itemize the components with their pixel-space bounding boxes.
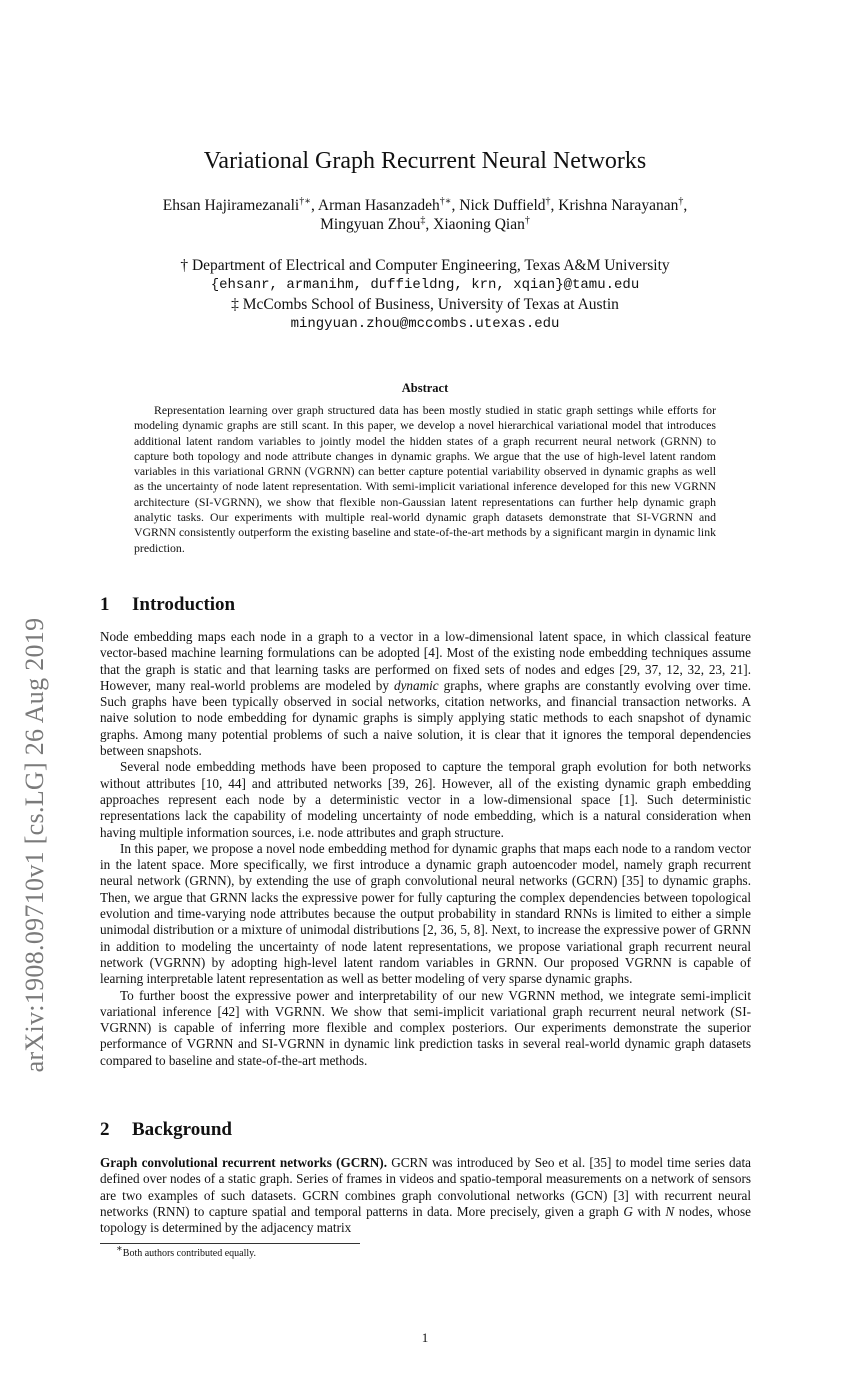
introduction-body (100, 629, 751, 1069)
footnote-text: Both authors contributed equally. (122, 1248, 257, 1259)
intro-paragraph-2: Several node embedding methods have been proposed to capture the temporal graph evolution for both networks without attributes [10, 44] and attributed networks [39, 26]. However, all of the existing dynamic graph embedding approaches represent each node by a deterministic vector in a low-dimensional space [1]. Such deterministic representations lack the capability of modeling uncertainty of node embedding, which is a natural consideration when having multiple information sources, i.e. node attributes and graph structure. (100, 759, 751, 840)
section-number: 2 (100, 1119, 110, 1140)
author-name: Nick Duffield (459, 197, 546, 214)
arxiv-sidebar (10, 590, 60, 1100)
section-heading-background (100, 1119, 232, 1141)
footnote (116, 1243, 257, 1260)
author-name: Xiaoning Qian (433, 216, 525, 233)
author-mark: † (524, 214, 530, 226)
text-run: nodes, whose topology is determined by the adjacency matrix (100, 1203, 752, 1236)
author-mark: †∗ (439, 195, 452, 207)
abstract-heading: Abstract (401, 381, 449, 395)
author-mark: † (545, 195, 551, 207)
author-mark: †∗ (299, 195, 312, 207)
affiliation-tamu: † Department of Electrical and Computer Engineering, Texas A&M University (180, 257, 670, 274)
author-name: Krishna Narayanan (558, 197, 679, 214)
section-title: Background (132, 1119, 232, 1140)
footnote-divider (100, 1243, 360, 1244)
abstract-text: Representation learning over graph structured data has been mostly studied in static graph settings while efforts for modeling dynamic graphs are still scant. In this paper, we develop a novel hierarchical variational model that introduces additional latent random variables to jointly model the hidden states of a graph recurrent neural network (GRNN) to capture both topology and node attribute changes in dynamic graphs. We argue that the use of high-level latent random variables in this variational GRNN (VGRNN) can better capture potential variability observed in dynamic graphs as well as the uncertainty of node latent representation. With semi-implicit variational inference developed for this new VGRNN architecture (SI-VGRNN), we show that flexible non-Gaussian latent representations can further help dynamic graph analytic tasks. Our experiments with multiple real-world dynamic graph datasets demonstrate that SI-VGRNN and VGRNN consistently outperform the existing baseline and state-of-the-art methods by a significant margin in dynamic link prediction. (134, 403, 716, 555)
section-heading-introduction (100, 594, 235, 616)
intro-paragraph-4: To further boost the expressive power and interpretability of our new VGRNN method, we integrate semi-implicit variational inference [42] with VGRNN. We show that semi-implicit variational graph recurrent neural network (SI-VGRNN) is capable of inferring more flexible and complex posteriors. Our experiments demonstrate the superior performance of VGRNN and SI-VGRNN in dynamic link prediction tasks in several real-world dynamic graph datasets compared to baseline and state-of-the-art methods. (100, 987, 751, 1068)
background-body (100, 1155, 751, 1236)
author-name: Mingyuan Zhou (320, 216, 421, 233)
text-run: graphs, where graphs are constantly evolving over time. Such graphs have been typically observed in social networks, citation networks, and financial transaction networks. A naive solution to node embedding for dynamic graphs is simply applying static methods to each snapshot of dynamic graphs. Among many potential problems of such a naive solution, it is clear that it ignores the temporal dependencies between snapshots. (100, 677, 751, 759)
affiliation-utexas: ‡ McCombs School of Business, University of Texas at Austin (231, 296, 619, 313)
math-symbol: G (623, 1203, 633, 1219)
arxiv-stamp: arXiv:1908.09710v1 [cs.LG] 26 Aug 2019 (20, 617, 49, 1073)
paragraph-runin-heading: Graph convolutional recurrent networks (GCRN). (100, 1155, 387, 1170)
affiliations (100, 256, 750, 334)
section-number: 1 (100, 594, 110, 615)
author-mark: ‡ (420, 214, 426, 226)
author-mark: † (678, 195, 684, 207)
intro-paragraph-3: In this paper, we propose a novel node embedding method for dynamic graphs that maps each node to a random vector in the latent space. More specifically, we first introduce a dynamic graph autoencoder model, namely graph recurrent neural network (GRNN), by extending the use of graph convolutional neural networks (GCRN) [35] to dynamic graphs. Then, we argue that GRNN lacks the expressive power for fully capturing the complex dependencies between topological evolution and time-varying node attributes because the output probability in standard RNNs is limited to either a simple unimodal distribution or a mixture of unimodal distributions [2, 36, 5, 8]. Next, to increase the expressive power of GRNN in addition to modeling the uncertainty of node latent representations, we propose variational graph recurrent neural network (VGRNN) by adopting high-level latent random variables in GRNN. Our proposed VGRNN is capable of learning interpretable latent representation as well as better modeling of very sparse dynamic graphs. (100, 840, 751, 987)
intro-paragraph-1 (100, 629, 751, 759)
section-title: Introduction (132, 594, 236, 615)
email-tamu: {ehsanr, armanihm, duffieldng, krn, xqian}@tamu.edu (210, 276, 640, 293)
author-name: Arman Hasanzadeh (317, 197, 440, 214)
text-run: Node embedding maps each node in a graph to a vector in a low-dimensional latent space, in which classical feature vector-based machine learning formulations can be adopted [4]. Most of the existing node embedding techniques assume that the graph is static and that learning tasks are performed on fixed sets of nodes and edges [29, 37, 12, 32, 23, 21]. However, many real-world problems are modeled by (100, 629, 751, 693)
author-list (100, 196, 750, 234)
background-paragraph-1 (100, 1155, 751, 1236)
text-run: with (632, 1203, 666, 1219)
page-number: 1 (421, 1330, 429, 1345)
math-symbol: N (665, 1203, 675, 1219)
paper-title: Variational Graph Recurrent Neural Networks (203, 148, 647, 174)
author-line-1: Ehsan Hajiramezanali†∗, Arman Hasanzadeh†∗, Nick Duffield†, Krishna Narayanan†, (162, 195, 688, 214)
author-line-2: Mingyuan Zhou‡, Xiaoning Qian† (320, 214, 530, 233)
author-name: Ehsan Hajiramezanali (162, 197, 300, 214)
emphasis: dynamic (393, 677, 439, 693)
text-run: GCRN was introduced by Seo et al. [35] to model time series data defined over nodes of a static graph. Series of frames in videos and spatio-temporal measurements on a network of sensors are two examples of such datasets. GCRN combines graph convolutional networks (GCN) [3] with recurrent neural networks (RNN) to capture spatial and temporal patterns in data. More precisely, given a graph (100, 1155, 751, 1219)
footnote-mark: ∗ (116, 1243, 123, 1255)
email-utexas: mingyuan.zhou@mccombs.utexas.edu (290, 315, 560, 332)
